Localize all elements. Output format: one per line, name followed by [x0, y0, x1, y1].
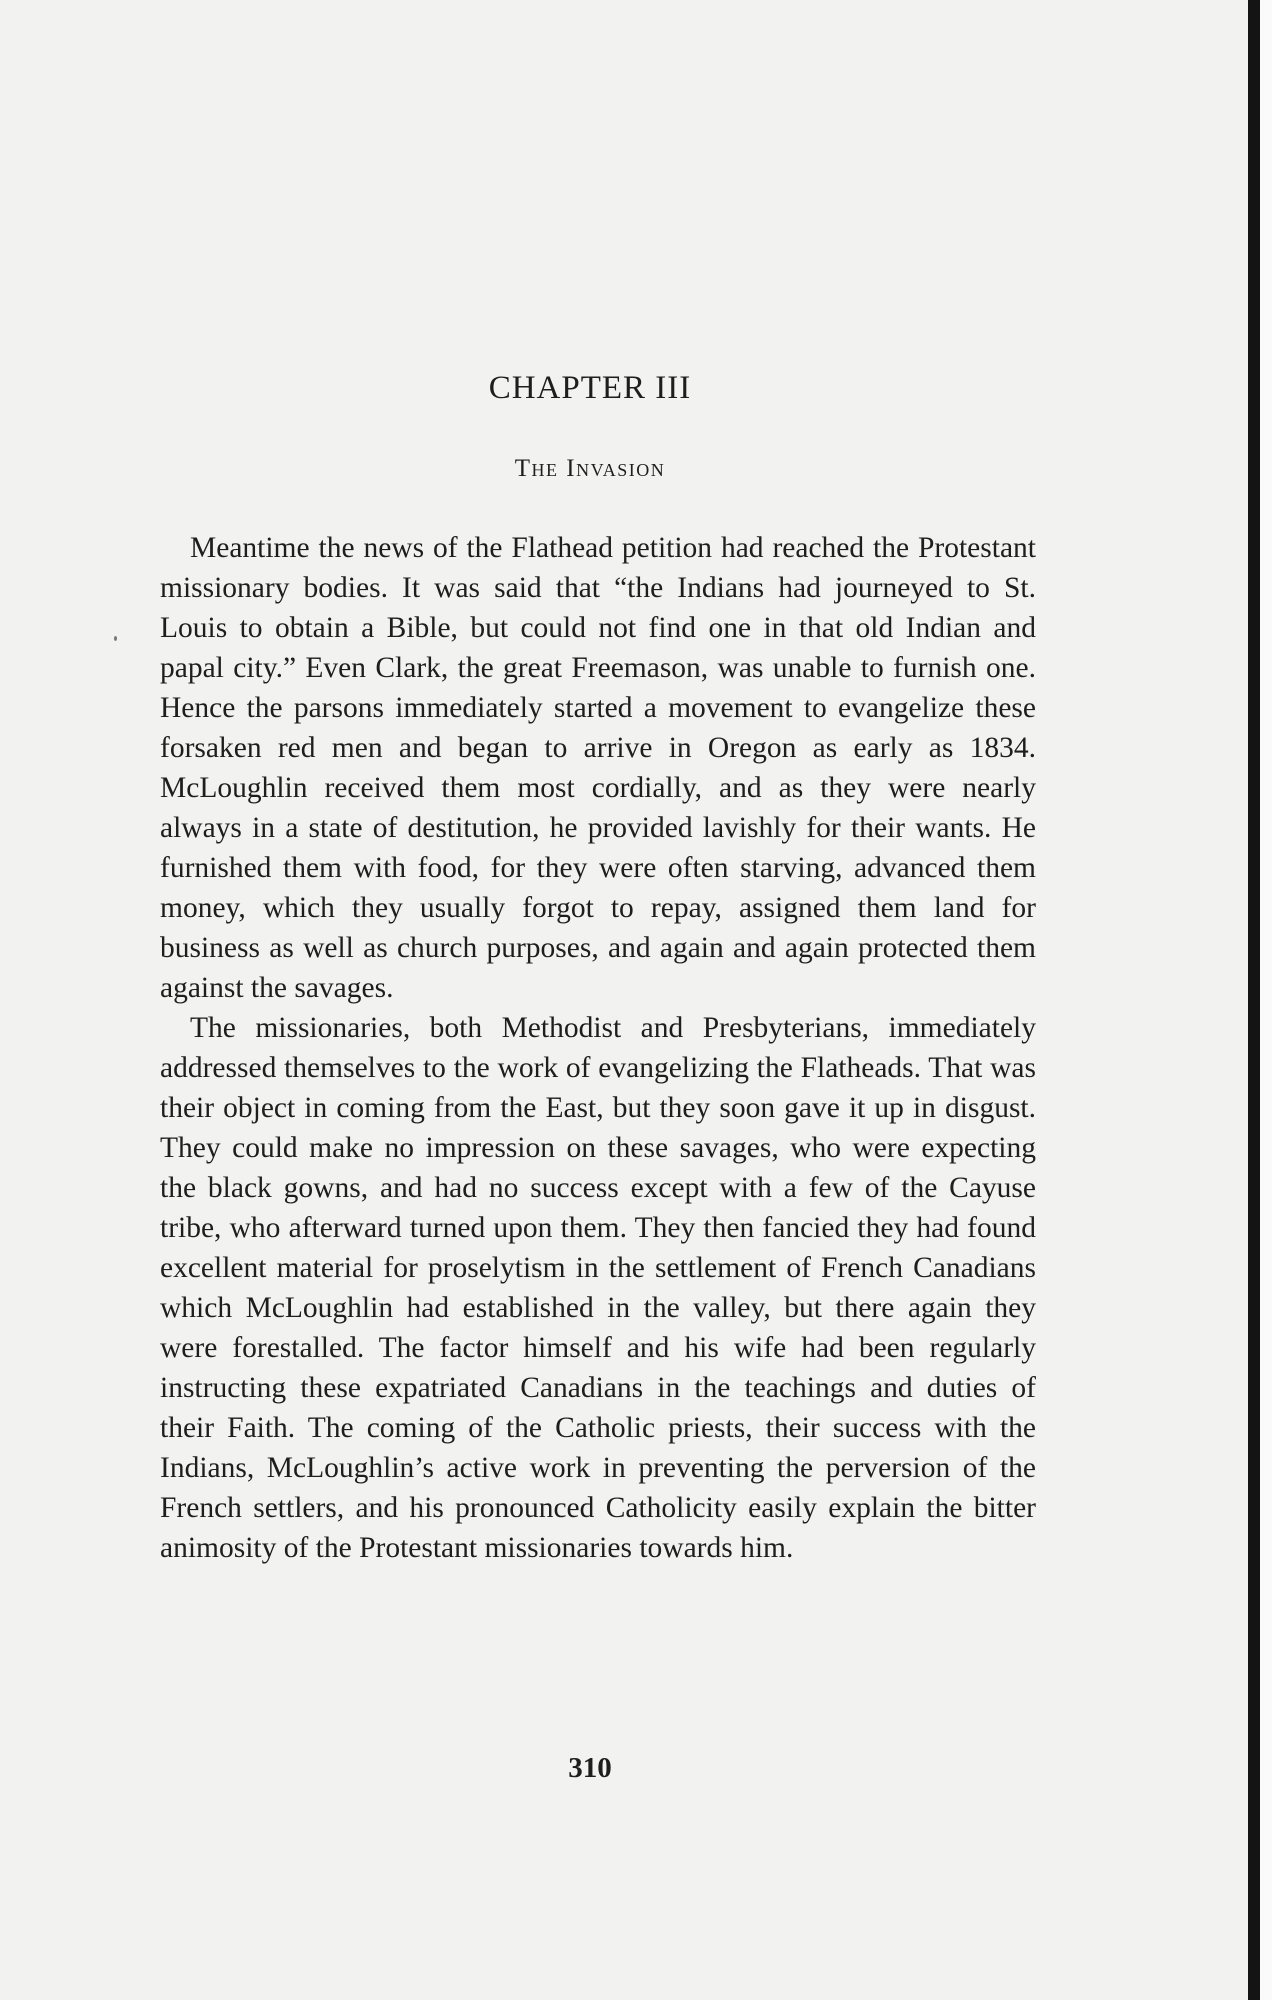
page-number: 310 — [568, 1752, 612, 1784]
chapter-subtitle: The Invasion — [514, 455, 666, 482]
scan-speck — [114, 636, 117, 641]
chapter-heading: CHAPTER III — [488, 370, 692, 406]
paragraph-2: The missionaries, both Methodist and Presbyterians, immediately addressed themselves to the work of evangelizing the Flatheads. That was their object in coming from the East, but they soon gave it up in disgust. They could make no impression on these savages, who were expecting the black gowns, and had no success except with a few of the Cayuse tribe, who afterward turned upon them. They then fancied they had found excellent material for proselytism in the settlement of French Canadians which McLoughlin had established in the valley, but there again they were forestalled. The factor himself and his wife had been regularly instructing these expatriated Canadians in the teachings and duties of their Faith. The coming of the Catholic priests, their success with the Indians, McLoughlin’s active work in preventing the perversion of the French settlers, and his pronounced Catholicity easily explain the bitter animosity of the Protestant missionaries towards him. — [160, 1012, 1036, 1564]
page-edge-shadow — [1248, 0, 1260, 2000]
paragraph-1: Meantime the news of the Flathead petition had reached the Protestant missionary bodies. It was said that “the Indians had journeyed to St. Louis to obtain a Bible, but could not find one in that old Indian and papal city.” Even Clark, the great Freemason, was unable to furnish one. Hence the parsons immediately started a movement to evangelize these forsaken red men and began to arrive in Oregon as early as 1834. McLoughlin received them most cordially, and as they were nearly always in a state of destitution, he provided lavishly for their wants. He furnished them with food, for they were often starving, advanced them money, which they usually forgot to repay, assigned them land for business as well as church purposes, and again and again protected them against the savages. — [160, 532, 1036, 1004]
page-margin-strip — [1260, 0, 1272, 2000]
chapter-body — [160, 528, 1036, 1568]
